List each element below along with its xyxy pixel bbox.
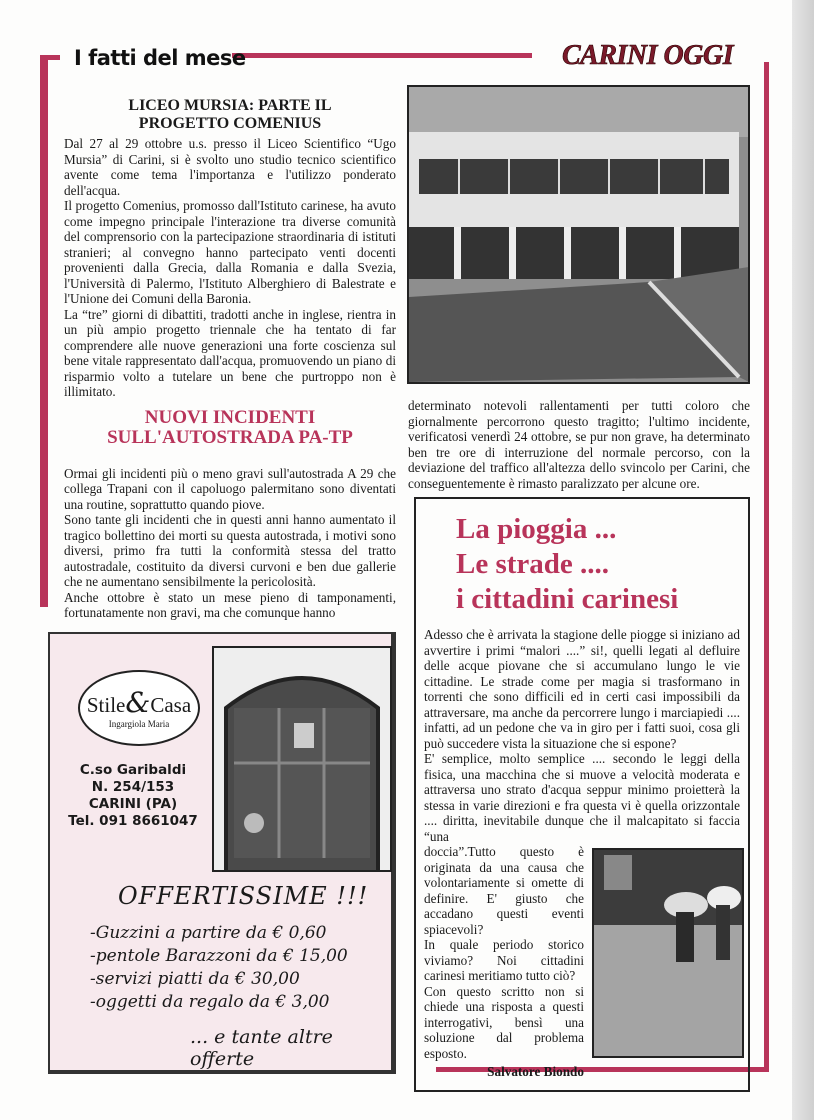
paragraph: Dal 27 al 29 ottobre u.s. presso il Liceo Scientifico “Ugo Mursia” di Carini, si è svolto uno studio tecnico scientifico avente come tema l'importanza e l'utilizzo ponderato dell'acqua. (64, 136, 396, 198)
right-red-bar (764, 62, 769, 1072)
offers-headline: OFFERTISSIME !!! (118, 882, 369, 910)
header-rule (232, 53, 532, 58)
paragraph: E' semplice, molto semplice .... secondo le leggi della fisica, una macchina che si muove a velocità moderata e attraversa uno strato d'acqua seppur minimo proietterà la stessa in varie direzioni e fra questa vi è quella orizzontale .... diritta, inevitabile dunque che il malcapitato si faccia “una (424, 751, 740, 844)
paragraph: doccia”.Tutto questo è originata da una causa che volontariamente si omette di definire. E' giusto che accadano questi eventi spiacevoli? (424, 844, 584, 937)
offer-item: -oggetti da regalo da € 3,00 (90, 992, 330, 1012)
rainy-street-image (594, 850, 742, 1056)
paragraph: Ormai gli incidenti più o meno gravi sull'autostrada A 29 che collega Trapani con il capoluogo palermitano sono diventati una routine, soprattutto quando piove. (64, 465, 396, 512)
shop-address: C.so Garibaldi N. 254/153 CARINI (PA) Tel. 091 8661047 (68, 762, 198, 829)
offer-item: -servizi piatti da € 30,00 (90, 969, 300, 989)
shop-window-image (214, 648, 390, 870)
stile-casa-logo: Stile&Casa Ingargiola Maria (78, 670, 200, 746)
school-building-image (409, 87, 749, 382)
offer-item: -pentole Barazzoni da € 15,00 (90, 946, 348, 966)
article-incidenti-continuation: determinato notevoli rallentamenti per tutti coloro che giornalmente percorrono questo tragitto; l'ultimo incidente, verificatosi venerdì 24 ottobre, se pur non grave, ha determinato ben tre ore di interruzione del normale percorso, con la deviazione del traffico all'altezza dello svincolo per Carini, che conseguentemente è rimasto paralizzato per alcune ore. (408, 398, 750, 491)
left-red-bar (40, 55, 48, 607)
shop-photo (212, 646, 392, 872)
article-liceo-mursia (64, 97, 396, 400)
author: Salvatore Biondo (487, 1064, 584, 1079)
paragraph: In quale periodo storico viviamo? Noi cittadini carinesi meritiamo tutto ciò? (424, 937, 584, 983)
paragraph: La “tre” giorni di dibattiti, tradotti anche in inglese, rientra in un più ampio progetto triennale che ha tentato di far comprendere alle nuove generazioni una forte coscienza sul bene vitale rappresentato dall'acqua, promuovendo un piano di risparmio volto a tutelare un bene che purtroppo non è illimitato. (64, 306, 396, 399)
article-pioggia-box (414, 497, 750, 1092)
paragraph: Adesso che è arrivata la stagione delle piogge si iniziano ad avvertire i primi “malori ....” si!, quelli legati al defluire delle acque piovane che si accumulano lungo le vie cittadine. Le strade come per magia si trasformano in torrenti che sono difficili ed in certi casi impossibili da attraversare, ma anche da percorrere lungo i marciapiedi .... infatti, ad un pedone che va in giro per i fatti suoi, cosa gli può succedere vista la situazione che si espone? (424, 627, 740, 751)
stile-casa-advertisement (48, 632, 396, 1074)
article-title: NUOVI INCIDENTI SULL'AUTOSTRADA PA-TP (107, 406, 353, 448)
paragraph: Sono tante gli incidenti che in questi anni hanno aumentato il tragico bollettino dei morti su questa autostrada, i motivi sono diversi, primo fra tutti la conformità stessa del tratto autostradale, costituito da diversi curvoni e ben due gallerie che ne aumentano sensibilmente la pericolosità. (64, 512, 396, 589)
masthead-logo: CARINI OGGI (562, 40, 734, 71)
article-title: LICEO MURSIA: PARTE IL PROGETTO COMENIUS (128, 97, 332, 132)
section-title: I fatti del mese (74, 46, 246, 70)
paragraph: Con questo scritto non si chiede una risposta a questi interrogativi, bensì una soluzione dal problema esposto. (424, 983, 584, 1061)
article-incidenti (64, 408, 396, 621)
paragraph: Anche ottobre è stato un mese pieno di tamponamenti, fortunatamente non gravi, ma che comunque hanno (64, 589, 396, 620)
offers-footer: ... e tante altre offerte (190, 1026, 333, 1070)
scan-edge (792, 0, 814, 1120)
article-title: La pioggia ... Le strade .... i cittadini carinesi (456, 513, 679, 615)
school-photo (407, 85, 750, 384)
offer-item: -Guzzini a partire da € 0,60 (90, 923, 327, 943)
right-column (407, 85, 750, 1092)
top-left-rule (40, 55, 60, 60)
offers-list (90, 922, 348, 1014)
left-column (64, 97, 396, 621)
rain-photo (592, 848, 744, 1058)
paragraph: Il progetto Comenius, promosso dall'Istituto carinese, ha avuto come impegno principale l'interazione tra diverse comunità del comprensorio con la partecipazione straordinaria di istituti stranieri; al convegno hanno partecipato venti docenti provenienti dalla Grecia, dalla Romania e dalla Svezia, l'Università di Palermo, l'Istituto Alberghiero di Balestrate e l'Unione dei Comuni della Baronia. (64, 198, 396, 306)
